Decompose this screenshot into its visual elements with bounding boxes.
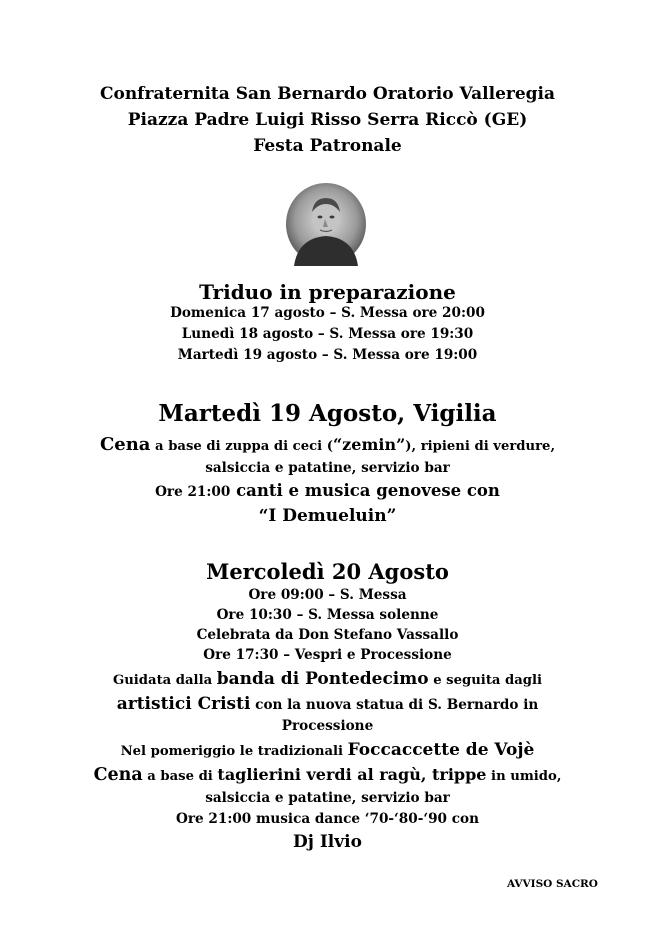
cena-a-base-text: a base di — [142, 769, 218, 784]
taglierini-text: taglierini verdi al ragù, trippe — [217, 765, 487, 784]
banda-line — [0, 669, 655, 689]
foccaccette-text: Foccaccette de Vojè — [347, 740, 535, 760]
mercoledi-cena-line — [0, 765, 655, 785]
vigilia-cena-word: Cena — [99, 434, 151, 455]
vigilia-cena-line — [0, 434, 655, 455]
mercoledi-line-3: Celebrata da Don Stefano Vassallo — [196, 627, 459, 643]
mercoledi-title: Mercoledì 20 Agosto — [206, 559, 449, 584]
confraternita-title: Confraternita San Bernardo Oratorio Valleregia — [99, 84, 556, 104]
festa-title: Festa Patronale — [253, 136, 402, 156]
mercoledi-cena-word: Cena — [93, 765, 143, 785]
vigilia-title: Martedì 19 Agosto, Vigilia — [158, 400, 497, 427]
vigilia-canti-line — [0, 481, 655, 500]
musica-dance-line: Ore 21:00 musica dance ‘70-‘80-‘90 con — [176, 811, 479, 827]
vigilia-ore: Ore 21:00 — [155, 484, 231, 500]
vigilia-salsiccia-line: salsiccia e patatine, servizio bar — [205, 460, 450, 476]
foccaccette-line — [0, 740, 655, 760]
nuova-statua-text: con la nuova statua di S. Bernardo in — [250, 697, 539, 713]
seguita-text: e seguita dagli — [428, 673, 543, 688]
dj-name: Dj Ilvio — [293, 832, 362, 852]
processione-line: Processione — [281, 718, 374, 734]
mercoledi-line-2: Ore 10:30 – S. Messa solenne — [216, 607, 439, 623]
mercoledi-salsiccia-line: salsiccia e patatine, servizio bar — [205, 790, 450, 806]
triduo-item-3: Martedì 19 agosto – S. Messa ore 19:00 — [177, 347, 478, 363]
pomeriggio-text: Nel pomeriggio le tradizionali — [120, 744, 348, 759]
address-line: Piazza Padre Luigi Risso Serra Riccò (GE) — [127, 110, 528, 130]
avviso-sacro: AVVISO SACRO — [507, 878, 598, 890]
demueluin-group: “I Demueluin” — [258, 506, 397, 526]
guidata-text: Guidata dalla — [112, 673, 217, 688]
banda-text: banda di Pontedecimo — [216, 669, 429, 689]
mercoledi-line-1: Ore 09:00 – S. Messa — [248, 587, 407, 603]
triduo-item-1: Domenica 17 agosto – S. Messa ore 20:00 — [170, 305, 485, 321]
mercoledi-line-4: Ore 17:30 – Vespri e Processione — [203, 647, 452, 663]
zemin-term: “zemin” — [332, 435, 406, 454]
artistici-cristi: artistici Cristi — [116, 694, 251, 714]
triduo-item-2: Lunedì 18 agosto – S. Messa ore 19:30 — [181, 326, 474, 342]
umido-text: in umido, — [486, 769, 562, 784]
cristi-line — [0, 694, 655, 714]
saint-bernard-portrait-icon — [284, 182, 368, 266]
vigilia-canti: canti e musica genovese con — [230, 481, 500, 500]
vigilia-cena-text-2: ), ripieni di verdure, — [405, 439, 556, 454]
vigilia-cena-text: a base di zuppa di ceci ( — [150, 439, 333, 454]
triduo-title: Triduo in preparazione — [199, 280, 456, 304]
